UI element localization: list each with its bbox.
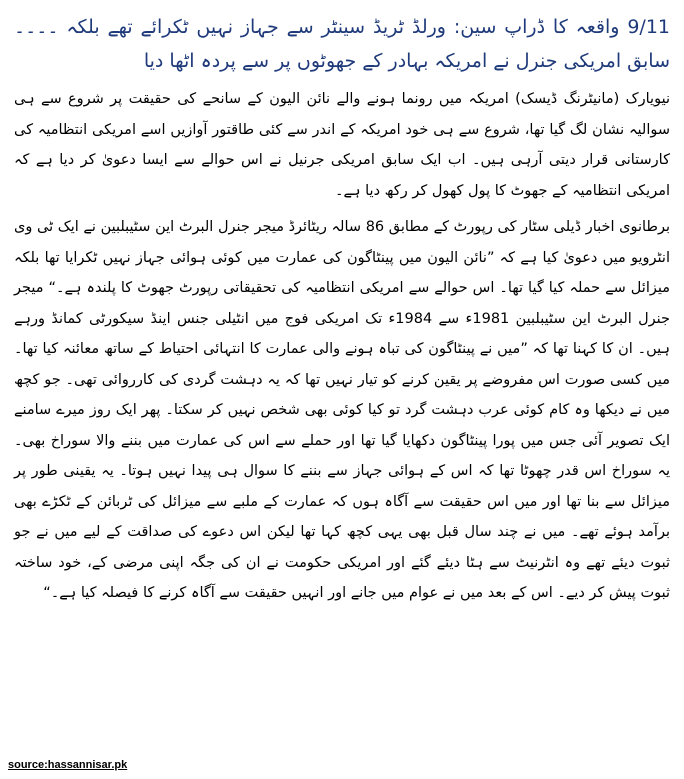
article-paragraph: برطانوی اخبار ڈیلی سٹار کی رپورٹ کے مطابق 86 سالہ ریٹائرڈ میجر جنرل البرٹ این سٹیبلبین نے ایک ٹی وی انٹرویو میں دعویٰ کیا ہے کہ ”نائن الیون میں پینٹاگون کی عمارت میں کوئی ہوائی جہاز نہیں ٹکرایا تھا بلکہ میزائل سے حملہ کیا گیا تھا۔ اس حوالے سے امریکی انتظامیہ کی تحقیقاتی رپورٹ جھوٹ کا پلندہ ہے۔“ میجر جنرل البرٹ این سٹیبلبین 1981ء سے 1984ء تک امریکی فوج میں انٹیلی جنس اینڈ سیکورٹی کمانڈ ورہے ہیں۔ ان کا کہنا تھا کہ ”میں نے پینٹاگون کی تباہ ہونے والی عمارت کا انتہائی احتیاط کے ساتھ معائنہ کیا تھا۔ میں کسی صورت اس مفروضے پر یقین کرنے کو تیار نہیں تھا کہ یہ دہشت گردی کی کارروائی تھی۔ جو کچھ میں نے دیکھا وہ کام کوئی عرب دہشت گرد تو کیا کوئی بھی شخص نہیں کر سکتا۔ پھر ایک روز میرے سامنے ایک تصویر آئی جس میں پورا پینٹاگون دکھایا گیا تھا اور حملے سے اس کی عمارت میں بننے والا سوراخ بھی۔ یہ سوراخ اس قدر چھوٹا تھا کہ اس کے ہوائی جہاز سے بننے کا سوال ہی پیدا نہیں ہوتا۔ یہ یقینی طور پر میزائل سے بنا تھا اور میں اس حقیقت سے آگاہ ہوں کہ عمارت کے ملبے سے میزائل کی ٹربائن کے ٹکڑے بھی برآمد ہوئے تھے۔ میں نے چند سال قبل بھی یہی کچھ کہا تھا لیکن اس دعوے کی صداقت کے لیے میں نے جو ثبوت دیئے تھے وہ انٹرنیٹ سے ہٹا دیئے گئے اور امریکی حکومت نے ان کی جگہ اپنی مرضی کے، خود ساختہ ثبوت پیش کر دیے۔ اس کے بعد میں نے عوام میں جانے اور انہیں حقیقت سے آگاہ کرنے کا فیصلہ کیا ہے۔“ <box>14 219 670 601</box>
article-headline: 9/11 واقعہ کا ڈراپ سین: ورلڈ ٹریڈ سینٹر سے جہاز نہیں ٹکرائے تھے بلکہ ۔۔۔۔ سابق امریکی جنرل نے امریکہ بہادر کے جھوٹوں پر سے پردہ اٹھا دیا <box>14 16 670 72</box>
article-paragraph: نیویارک (مانیٹرنگ ڈیسک) امریکہ میں رونما ہونے والے نائن الیون کے سانحے کی حقیقت پر شروع سے ہی سوالیہ نشان لگ گیا تھا، شروع سے ہی خود امریکہ کے اندر سے کئی طاقتور آوازیں اسے امریکی انتظامیہ کی کارستانی قرار دیتی آرہی ہیں۔ اب ایک سابق امریکی جرنیل نے اس حوالے سے ایسا دعویٰ کر دیا ہے کہ امریکی انتظامیہ کے جھوٹ کا پول کھول کر رکھ دیا ہے۔ <box>14 91 670 199</box>
source-credit: source:hassannisar.pk <box>8 759 128 771</box>
